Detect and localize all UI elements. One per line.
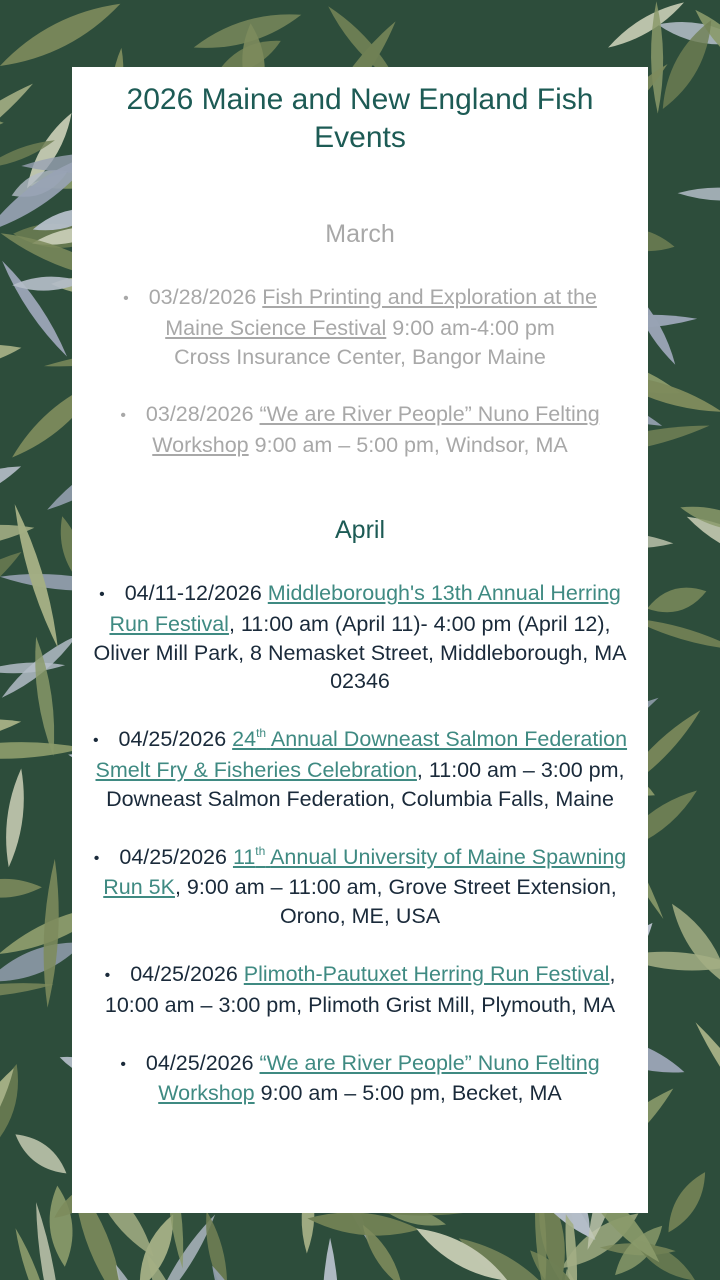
event-date: 04/25/2026 [119,844,227,869]
leaf-shape [0,1175,1,1201]
event-item [90,725,630,813]
link-ordinal-number: 24 [232,727,257,752]
event-item [90,1049,630,1109]
leaf-shape [0,0,126,77]
event-link[interactable]: Middleborough's 13th Annual Herring Run Festival [109,580,621,636]
event-link[interactable]: Plimoth-Pautuxet Herring Run Festival [243,961,610,986]
leaf-shape [200,1209,234,1280]
page-title: 2026 Maine and New England Fish Events [126,83,594,154]
bullet-icon: • [104,966,111,984]
event-date: 04/25/2026 [145,1050,254,1075]
leaf-shape [0,457,25,517]
link-ordinal-number: 11 [232,844,256,869]
leaf-shape [644,581,709,619]
leaf-shape [0,257,72,359]
leaf-shape [0,338,23,374]
april-event-list [90,579,630,1108]
event-date: 04/11-12/2026 [124,580,262,605]
event-item [90,843,630,931]
month-heading-march: March [325,220,395,248]
link-ordinal-suffix: th [256,726,267,741]
event-item [90,283,630,371]
leaf-shape [411,1219,513,1280]
bullet-icon: • [99,585,105,603]
bullet-icon: • [123,290,129,307]
event-details: , 9:00 am – 11:00 am, Grove Street Extension, Orono, ME, USA [174,875,617,929]
link-text: Annual University of Maine Spawning Run 5K [103,844,627,900]
leaf-shape [0,878,42,899]
event-item [90,579,630,696]
event-details: , 10:00 am – 3:00 pm, Plimoth Grist Mill, Plymouth, MA [104,961,616,1017]
bullet-icon: • [92,732,99,750]
leaf-shape [0,543,28,636]
event-date: 04/25/2026 [118,727,227,752]
event-details: 9:00 am-4:00 pm [392,315,555,340]
event-details: 9:00 am – 5:00 pm, Becket, MA [260,1081,562,1106]
event-date: 03/28/2026 [145,402,254,427]
event-link[interactable]: “We are River People” Nuno Felting Workshop [158,1050,600,1106]
event-details: , 11:00 am – 3:00 pm, Downeast Salmon Federation, Columbia Falls, Maine [106,757,625,811]
event-location: Cross Insurance Center, Bangor Maine [174,344,546,369]
leaf-shape [664,898,720,992]
leaf-shape [1,768,29,869]
leaf-shape [10,1127,73,1181]
event-date: 04/25/2026 [130,961,238,986]
link-text: Annual Downeast Salmon Federation Smelt Fry & Fisheries Celebration [95,727,628,782]
leaf-shape [690,1018,720,1142]
leaf-shape [660,1167,714,1238]
month-heading-april: April [334,515,385,544]
event-item [90,960,630,1020]
event-details: 9:00 am – 5:00 pm, Windsor, MA [254,433,568,458]
march-event-list [90,283,630,460]
bullet-icon: • [93,849,100,867]
event-link[interactable]: “We are River People” Nuno Felting Workshop [152,402,600,458]
bullet-icon: • [120,407,126,425]
event-item [90,400,630,460]
leaf-shape [322,1238,339,1280]
leaf-shape [677,187,720,202]
events-card [72,67,648,1213]
link-ordinal-suffix: th [255,843,266,858]
bullet-icon: • [120,1055,126,1073]
event-date: 03/28/2026 [148,285,257,309]
event-link[interactable]: Fish Printing and Exploration at the Maine Science Festival [165,285,597,340]
event-details: , 11:00 am (April 11)- 4:00 pm (April 12), Oliver Mill Park, 8 Nemasket Street, Middleborough, MA 02346 [93,611,627,694]
